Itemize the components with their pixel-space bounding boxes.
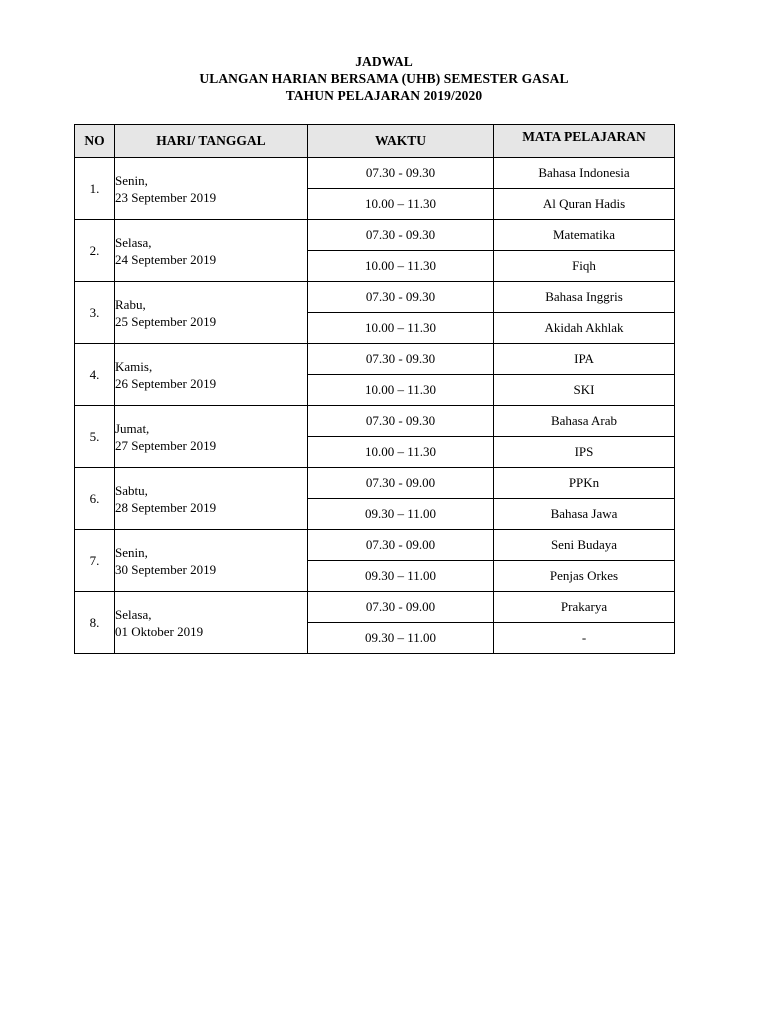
subject-cell: Al Quran Hadis (494, 189, 675, 220)
date-text: 28 September 2019 (115, 499, 217, 515)
time-cell: 07.30 - 09.00 (308, 468, 494, 499)
subject-cell: Prakarya (494, 592, 675, 623)
row-number: 7. (75, 530, 115, 592)
row-number: 1. (75, 158, 115, 220)
date-text: 30 September 2019 (115, 561, 217, 577)
time-cell: 10.00 – 11.30 (308, 313, 494, 344)
day-name: Selasa, (115, 234, 152, 250)
day-name: Selasa, (115, 606, 152, 622)
subject-cell: Matematika (494, 220, 675, 251)
day-name: Sabtu, (115, 482, 148, 498)
subject-cell: Fiqh (494, 251, 675, 282)
day-name: Jumat, (115, 420, 150, 436)
subject-cell: Seni Budaya (494, 530, 675, 561)
time-cell: 09.30 – 11.00 (308, 561, 494, 592)
day-name: Senin, (115, 544, 148, 560)
table-row (75, 158, 675, 189)
subject-cell: Bahasa Jawa (494, 499, 675, 530)
header-row (75, 125, 675, 158)
date-text: 24 September 2019 (115, 251, 217, 267)
title-line-2: ULANGAN HARIAN BERSAMA (UHB) SEMESTER GASAL (199, 71, 569, 86)
subject-cell: Bahasa Indonesia (494, 158, 675, 189)
table-row (75, 592, 675, 623)
day-date-cell (115, 220, 308, 282)
subject-cell: PPKn (494, 468, 675, 499)
time-cell: 07.30 - 09.30 (308, 158, 494, 189)
day-date-cell (115, 282, 308, 344)
header-time: WAKTU (308, 125, 494, 158)
row-number: 6. (75, 468, 115, 530)
row-number: 2. (75, 220, 115, 282)
day-date-cell (115, 344, 308, 406)
subject-cell: SKI (494, 375, 675, 406)
subject-cell: Bahasa Inggris (494, 282, 675, 313)
row-number: 3. (75, 282, 115, 344)
day-date-cell (115, 592, 308, 654)
date-text: 27 September 2019 (115, 437, 217, 453)
day-name: Kamis, (115, 358, 153, 374)
subject-cell: - (494, 623, 675, 654)
time-cell: 07.30 - 09.30 (308, 344, 494, 375)
table-row (75, 530, 675, 561)
table-header (75, 125, 675, 158)
subject-cell: IPS (494, 437, 675, 468)
date-text: 25 September 2019 (115, 313, 217, 329)
subject-cell: Penjas Orkes (494, 561, 675, 592)
document-title (0, 53, 768, 104)
subject-cell: IPA (494, 344, 675, 375)
time-cell: 10.00 – 11.30 (308, 375, 494, 406)
header-subject: MATA PELAJARAN (494, 125, 675, 158)
subject-cell: Bahasa Arab (494, 406, 675, 437)
title-line-1: JADWAL (355, 54, 413, 69)
time-cell: 10.00 – 11.30 (308, 437, 494, 468)
header-day-date: HARI/ TANGGAL (115, 125, 308, 158)
time-cell: 09.30 – 11.00 (308, 499, 494, 530)
day-date-cell (115, 158, 308, 220)
schedule-table (74, 124, 675, 654)
table-body (75, 158, 675, 654)
time-cell: 10.00 – 11.30 (308, 251, 494, 282)
time-cell: 09.30 – 11.00 (308, 623, 494, 654)
table-row (75, 344, 675, 375)
time-cell: 07.30 - 09.30 (308, 406, 494, 437)
time-cell: 07.30 - 09.30 (308, 220, 494, 251)
time-cell: 10.00 – 11.30 (308, 189, 494, 220)
table-row (75, 220, 675, 251)
day-date-cell (115, 468, 308, 530)
day-name: Senin, (115, 172, 148, 188)
date-text: 23 September 2019 (115, 189, 217, 205)
table-row (75, 282, 675, 313)
time-cell: 07.30 - 09.00 (308, 592, 494, 623)
time-cell: 07.30 - 09.30 (308, 282, 494, 313)
subject-cell: Akidah Akhlak (494, 313, 675, 344)
table-row (75, 468, 675, 499)
day-name: Rabu, (115, 296, 146, 312)
row-number: 4. (75, 344, 115, 406)
title-line-3: TAHUN PELAJARAN 2019/2020 (285, 88, 483, 103)
row-number: 8. (75, 592, 115, 654)
time-cell: 07.30 - 09.00 (308, 530, 494, 561)
day-date-cell (115, 406, 308, 468)
date-text: 26 September 2019 (115, 375, 217, 391)
header-no: NO (75, 125, 115, 158)
table-row (75, 406, 675, 437)
date-text: 01 Oktober 2019 (115, 623, 204, 639)
row-number: 5. (75, 406, 115, 468)
day-date-cell (115, 530, 308, 592)
